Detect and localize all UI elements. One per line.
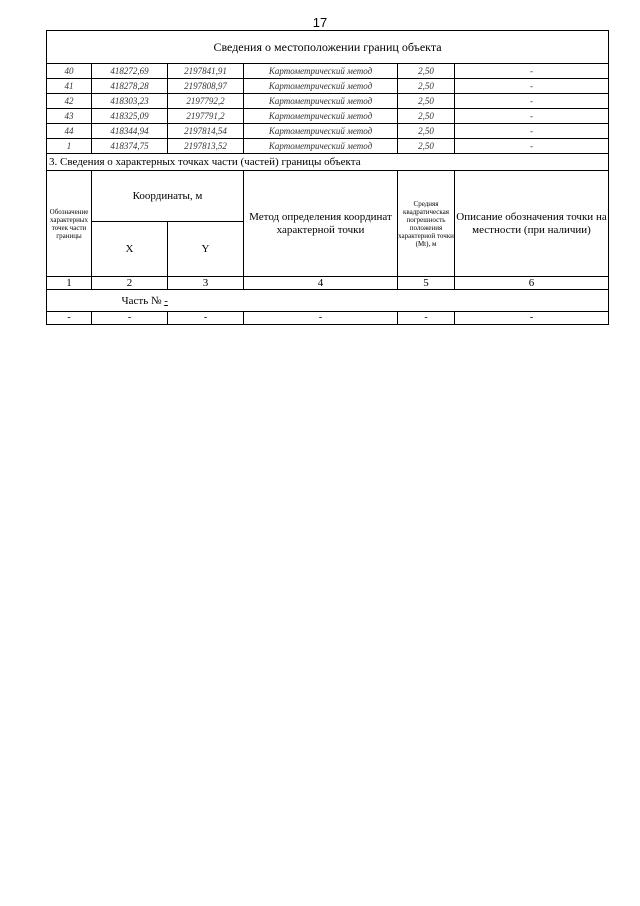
mt-value: 2,50 [398, 139, 455, 154]
method: Картометрический метод [244, 79, 398, 94]
col-number: 2 [92, 277, 168, 290]
coord-x: 418374,75 [92, 139, 168, 154]
point-number: 1 [47, 139, 92, 154]
part-value: - [164, 294, 168, 307]
point-number: 43 [47, 109, 92, 124]
col-number: 4 [244, 277, 398, 290]
coord-x: 418344,94 [92, 124, 168, 139]
coord-y: 2197808,97 [168, 79, 244, 94]
header-y: Y [168, 222, 244, 277]
coord-x: 418278,28 [92, 79, 168, 94]
coord-x: 418303,23 [92, 94, 168, 109]
method: Картометрический метод [244, 94, 398, 109]
header-x: X [92, 222, 168, 277]
method: Картометрический метод [244, 109, 398, 124]
description: - [455, 79, 609, 94]
column-numbers-row [47, 277, 609, 290]
coord-y: 2197792,2 [168, 94, 244, 109]
col-number: 5 [398, 277, 455, 290]
method: Картометрический метод [244, 139, 398, 154]
description: - [455, 139, 609, 154]
part-label: Часть № [121, 294, 162, 307]
point-number: 42 [47, 94, 92, 109]
table-row [47, 109, 609, 124]
page-number: 17 [312, 15, 328, 30]
description: - [455, 109, 609, 124]
table-row [47, 79, 609, 94]
coord-y: 2197813,52 [168, 139, 244, 154]
boundary-table [46, 30, 609, 325]
section3-title: 3. Сведения о характерных точках части (частей) границы объекта [47, 154, 609, 171]
mt-value: 2,50 [398, 124, 455, 139]
empty-cell: - [398, 312, 455, 325]
table-row [47, 139, 609, 154]
point-number: 40 [47, 64, 92, 79]
header-method: Метод определения координат характерной точки [244, 171, 398, 277]
empty-row [47, 312, 609, 325]
empty-cell: - [455, 312, 609, 325]
table-row [47, 64, 609, 79]
description: - [455, 64, 609, 79]
empty-cell: - [168, 312, 244, 325]
method: Картометрический метод [244, 124, 398, 139]
method: Картометрический метод [244, 64, 398, 79]
empty-cell: - [47, 312, 92, 325]
coord-x: 418325,09 [92, 109, 168, 124]
table-row [47, 94, 609, 109]
header-mt: Средняя квадратическая погрешность положения характерной точки (Mt), м [398, 171, 455, 277]
header-coordinates: Координаты, м [92, 171, 244, 222]
col-number: 1 [47, 277, 92, 290]
header-point-designation: Обозначение характерных точек части границы [47, 171, 92, 277]
empty-cell: - [244, 312, 398, 325]
header-description: Описание обозначения точки на местности (при наличии) [455, 171, 609, 277]
col-number: 6 [455, 277, 609, 290]
col-number: 3 [168, 277, 244, 290]
mt-value: 2,50 [398, 94, 455, 109]
description: - [455, 124, 609, 139]
part-row [47, 290, 609, 312]
mt-value: 2,50 [398, 64, 455, 79]
section-title: Сведения о местоположении границ объекта [47, 31, 609, 64]
coord-y: 2197814,54 [168, 124, 244, 139]
coord-y: 2197841,91 [168, 64, 244, 79]
point-number: 44 [47, 124, 92, 139]
coord-x: 418272,69 [92, 64, 168, 79]
empty-cell: - [92, 312, 168, 325]
point-number: 41 [47, 79, 92, 94]
table-row [47, 124, 609, 139]
mt-value: 2,50 [398, 109, 455, 124]
coord-y: 2197791,2 [168, 109, 244, 124]
mt-value: 2,50 [398, 79, 455, 94]
part-label-cell [92, 290, 609, 312]
description: - [455, 94, 609, 109]
